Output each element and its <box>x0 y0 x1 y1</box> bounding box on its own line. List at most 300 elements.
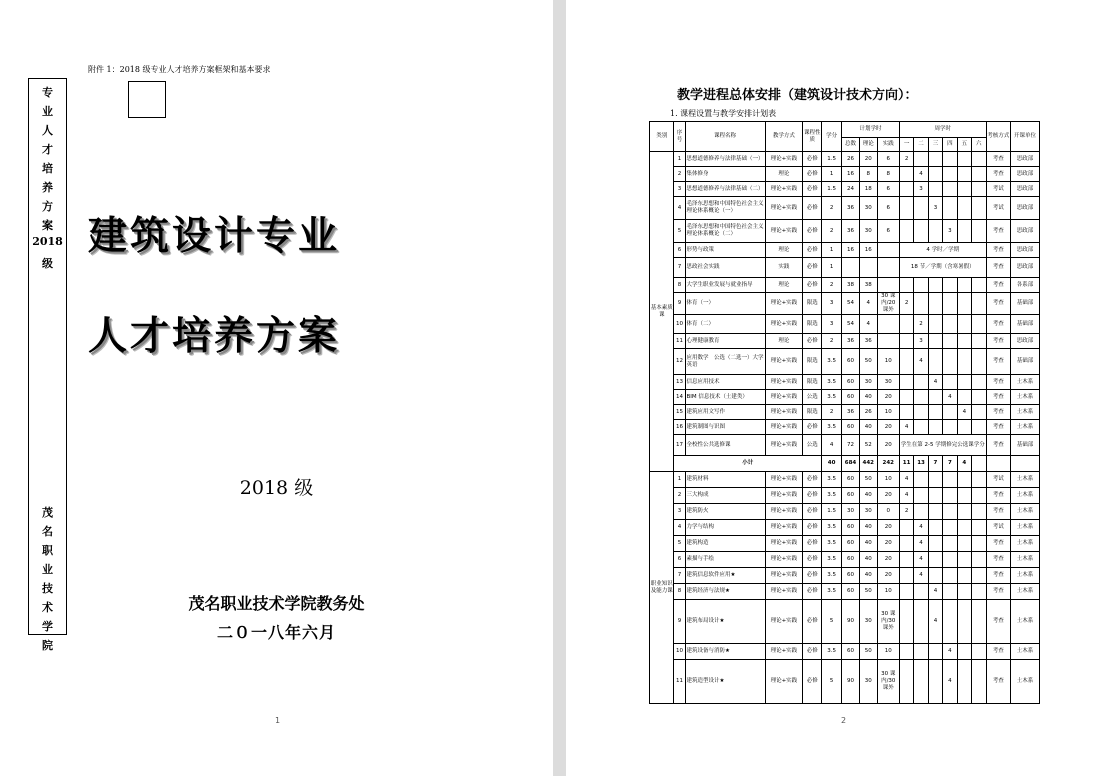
course-nature: 必修 <box>803 220 822 243</box>
course-dept: 土木系 <box>1011 504 1040 520</box>
course-practice-hours: 20 <box>877 520 899 536</box>
course-dept: 思政部 <box>1011 182 1040 197</box>
course-total-hours: 38 <box>842 278 860 293</box>
subtotal-term <box>972 456 987 472</box>
course-no: 6 <box>674 243 685 258</box>
course-name: 思想道德修养与法律基础（二） <box>685 182 765 197</box>
course-term-hours: 4 <box>899 472 913 488</box>
course-term-hours <box>943 197 957 220</box>
course-dept: 思政部 <box>1011 334 1040 349</box>
course-term-hours <box>914 420 928 435</box>
course-total-hours: 26 <box>842 152 860 167</box>
course-term-hours <box>972 220 987 243</box>
course-term-hours: 3 <box>914 182 928 197</box>
course-term-hours <box>957 375 971 390</box>
course-method: 理论+实践 <box>765 536 803 552</box>
course-exam: 考查 <box>986 504 1010 520</box>
course-total-hours: 60 <box>842 644 860 660</box>
course-term-hours: 4 <box>928 600 942 644</box>
course-nature: 限选 <box>803 315 822 334</box>
course-method: 理论+实践 <box>765 405 803 420</box>
course-term-hours <box>914 197 928 220</box>
course-method: 理论 <box>765 243 803 258</box>
course-name: 思政社会实践 <box>685 258 765 278</box>
course-theory-hours: 8 <box>859 167 877 182</box>
course-method: 理论+实践 <box>765 349 803 375</box>
table-row <box>650 552 1040 568</box>
course-term-hours <box>899 568 913 584</box>
course-practice-hours: 10 <box>877 472 899 488</box>
course-total-hours: 90 <box>842 660 860 704</box>
course-term-hours: 4 <box>914 520 928 536</box>
course-term-hours <box>899 552 913 568</box>
course-name: 建筑布局设计★ <box>685 600 765 644</box>
header-term: 二 <box>914 138 928 152</box>
table-row <box>650 420 1040 435</box>
course-term-hours <box>928 644 942 660</box>
course-term-hours <box>928 315 942 334</box>
course-term-hours <box>972 405 987 420</box>
course-no: 6 <box>674 552 685 568</box>
course-name: 思想道德修养与法律基础（一） <box>685 152 765 167</box>
course-method: 理论+实践 <box>765 152 803 167</box>
course-no: 3 <box>674 504 685 520</box>
header-term: 三 <box>928 138 942 152</box>
course-term-hours <box>972 644 987 660</box>
course-theory-hours: 50 <box>859 584 877 600</box>
course-term-hours <box>899 390 913 405</box>
course-term-hours <box>972 334 987 349</box>
course-nature: 必修 <box>803 278 822 293</box>
course-credit: 2 <box>822 334 842 349</box>
table-row <box>650 220 1040 243</box>
course-credit: 3.5 <box>822 375 842 390</box>
page-number: 2 <box>841 716 847 725</box>
course-exam: 考查 <box>986 278 1010 293</box>
course-term-hours <box>928 349 942 375</box>
course-exam: 考试 <box>986 472 1010 488</box>
table-row <box>650 600 1040 644</box>
course-exam: 考查 <box>986 435 1010 456</box>
course-total-hours: 60 <box>842 552 860 568</box>
group-basic-label: 基本素质课 <box>650 152 674 472</box>
course-exam: 考查 <box>986 644 1010 660</box>
course-no: 7 <box>674 258 685 278</box>
course-practice-hours <box>877 258 899 278</box>
course-name: 建筑防火 <box>685 504 765 520</box>
course-name: 形势与政策 <box>685 243 765 258</box>
header-practice: 实践 <box>877 138 899 152</box>
course-dept: 思政部 <box>1011 243 1040 258</box>
course-nature: 必修 <box>803 504 822 520</box>
course-term-hours <box>899 584 913 600</box>
course-practice-hours: 30 <box>877 375 899 390</box>
course-term-hours <box>957 152 971 167</box>
course-term-hours <box>914 220 928 243</box>
course-no: 1 <box>674 472 685 488</box>
course-nature: 必修 <box>803 182 822 197</box>
course-practice-hours: 6 <box>877 182 899 197</box>
course-term-note: 18 节／学期（含寒暑假） <box>899 258 986 278</box>
course-term-hours <box>928 660 942 704</box>
header-term: 一 <box>899 138 913 152</box>
course-nature: 必修 <box>803 197 822 220</box>
course-credit: 3.5 <box>822 488 842 504</box>
schedule-page <box>566 0 1117 776</box>
course-nature: 必修 <box>803 600 822 644</box>
course-term-hours <box>957 584 971 600</box>
course-term-hours <box>972 390 987 405</box>
course-term-hours <box>972 349 987 375</box>
issue-date: 二０一八年六月 <box>216 623 336 642</box>
course-dept: 土木系 <box>1011 644 1040 660</box>
course-practice-hours: 30 课内/30 课外 <box>877 660 899 704</box>
course-no: 14 <box>674 390 685 405</box>
subtotal-term: 4 <box>957 456 971 472</box>
course-credit: 1.5 <box>822 504 842 520</box>
course-term-hours: 4 <box>914 167 928 182</box>
course-theory-hours: 40 <box>859 536 877 552</box>
course-practice-hours: 20 <box>877 536 899 552</box>
course-term-hours <box>914 278 928 293</box>
course-credit: 4 <box>822 435 842 456</box>
course-name: 建筑材料 <box>685 472 765 488</box>
course-term-hours <box>957 167 971 182</box>
table-row <box>650 660 1040 704</box>
header-method: 教学方式 <box>765 122 803 152</box>
course-exam: 考查 <box>986 167 1010 182</box>
course-table <box>649 121 1040 704</box>
course-credit: 5 <box>822 660 842 704</box>
course-term-hours <box>943 520 957 536</box>
spine-grade-text: 2018 级 <box>32 235 63 270</box>
course-credit: 3.5 <box>822 584 842 600</box>
course-term-hours <box>972 488 987 504</box>
course-term-hours <box>943 167 957 182</box>
course-no: 17 <box>674 435 685 456</box>
course-method: 理论+实践 <box>765 293 803 315</box>
course-term-hours <box>943 568 957 584</box>
course-no: 4 <box>674 197 685 220</box>
course-credit: 3.5 <box>822 349 842 375</box>
course-total-hours: 54 <box>842 293 860 315</box>
course-nature: 必修 <box>803 167 822 182</box>
table-row <box>650 456 1040 472</box>
subtotal-credit: 40 <box>822 456 842 472</box>
table-row <box>650 644 1040 660</box>
course-practice-hours <box>877 278 899 293</box>
course-term-hours <box>957 552 971 568</box>
course-name: 素描与手绘 <box>685 552 765 568</box>
course-exam: 考查 <box>986 488 1010 504</box>
course-method: 理论+实践 <box>765 220 803 243</box>
table-row <box>650 167 1040 182</box>
course-exam: 考查 <box>986 405 1010 420</box>
course-nature: 必修 <box>803 258 822 278</box>
course-name: 体育（一） <box>685 293 765 315</box>
course-term-hours <box>914 600 928 644</box>
course-credit: 3 <box>822 293 842 315</box>
course-credit: 1.5 <box>822 182 842 197</box>
course-term-hours: 3 <box>914 334 928 349</box>
course-term-hours <box>943 420 957 435</box>
course-nature: 限选 <box>803 293 822 315</box>
course-term-hours <box>972 600 987 644</box>
course-term-hours <box>957 488 971 504</box>
course-term-hours: 2 <box>899 504 913 520</box>
course-dept: 各系部 <box>1011 278 1040 293</box>
course-method: 理论 <box>765 334 803 349</box>
main-title-line2: 人才培养方案 <box>88 314 341 359</box>
course-term-hours <box>928 520 942 536</box>
course-term-hours: 4 <box>943 660 957 704</box>
course-total-hours: 30 <box>842 504 860 520</box>
course-name: 建筑构造 <box>685 536 765 552</box>
course-term-hours <box>899 600 913 644</box>
course-practice-hours: 20 <box>877 420 899 435</box>
course-term-hours <box>899 536 913 552</box>
table-row <box>650 504 1040 520</box>
course-exam: 考查 <box>986 152 1010 167</box>
course-no: 2 <box>674 167 685 182</box>
course-dept: 基础部 <box>1011 315 1040 334</box>
course-term-hours <box>928 152 942 167</box>
course-credit: 1 <box>822 243 842 258</box>
course-term-hours <box>957 293 971 315</box>
course-term-hours <box>928 334 942 349</box>
course-credit: 3.5 <box>822 520 842 536</box>
course-no: 11 <box>674 660 685 704</box>
course-dept: 土木系 <box>1011 405 1040 420</box>
course-term-hours <box>972 660 987 704</box>
header-term: 六 <box>972 138 987 152</box>
course-term-hours <box>899 520 913 536</box>
course-method: 理论+实践 <box>765 488 803 504</box>
course-credit: 3 <box>822 315 842 334</box>
table-row <box>650 152 1040 167</box>
course-nature: 必修 <box>803 472 822 488</box>
header-name: 课程名称 <box>685 122 765 152</box>
course-name: 应用数学 公选（二选一）大学英语 <box>685 349 765 375</box>
course-theory-hours: 40 <box>859 568 877 584</box>
table-row <box>650 334 1040 349</box>
course-no: 11 <box>674 334 685 349</box>
course-name: 体育（二） <box>685 315 765 334</box>
course-theory-hours: 50 <box>859 472 877 488</box>
header-dept: 开课单位 <box>1011 122 1040 152</box>
course-total-hours: 90 <box>842 600 860 644</box>
course-method: 理论+实践 <box>765 315 803 334</box>
course-method: 理论+实践 <box>765 568 803 584</box>
course-credit: 3.5 <box>822 390 842 405</box>
course-theory-hours: 30 <box>859 504 877 520</box>
course-nature: 必修 <box>803 660 822 704</box>
course-term-hours <box>957 220 971 243</box>
course-nature: 必修 <box>803 584 822 600</box>
course-term-hours <box>972 584 987 600</box>
course-name: 建筑制图与识图 <box>685 420 765 435</box>
course-name: 全校性公共选修课 <box>685 435 765 456</box>
course-no: 13 <box>674 375 685 390</box>
course-exam: 考试 <box>986 197 1010 220</box>
course-term-hours <box>899 315 913 334</box>
course-exam: 考查 <box>986 536 1010 552</box>
subtotal-practice: 242 <box>877 456 899 472</box>
course-exam: 考查 <box>986 258 1010 278</box>
course-dept: 土木系 <box>1011 520 1040 536</box>
course-name: 集体修身 <box>685 167 765 182</box>
course-dept: 土木系 <box>1011 552 1040 568</box>
course-dept: 土木系 <box>1011 488 1040 504</box>
course-practice-hours: 6 <box>877 152 899 167</box>
course-total-hours: 36 <box>842 334 860 349</box>
course-theory-hours: 26 <box>859 405 877 420</box>
course-term-hours <box>972 197 987 220</box>
course-method: 理论+实践 <box>765 584 803 600</box>
course-dept: 基础部 <box>1011 293 1040 315</box>
course-method: 理论+实践 <box>765 504 803 520</box>
course-term-hours <box>943 278 957 293</box>
table-row <box>650 315 1040 334</box>
school-name: 茂名职业技术学院教务处 <box>188 594 365 613</box>
course-theory-hours: 40 <box>859 552 877 568</box>
course-term-hours <box>899 660 913 704</box>
course-theory-hours: 40 <box>859 420 877 435</box>
table-row <box>650 293 1040 315</box>
course-dept: 基础部 <box>1011 349 1040 375</box>
course-no: 9 <box>674 600 685 644</box>
course-term-hours <box>972 504 987 520</box>
course-term-hours <box>972 293 987 315</box>
course-term-hours <box>914 375 928 390</box>
course-term-hours: 2 <box>899 293 913 315</box>
course-term-hours <box>943 600 957 644</box>
course-term-hours: 3 <box>928 197 942 220</box>
course-method: 理论+实践 <box>765 520 803 536</box>
course-term-hours <box>914 488 928 504</box>
header-weekly: 周学时 <box>899 122 986 138</box>
course-term-hours <box>899 375 913 390</box>
course-dept: 土木系 <box>1011 584 1040 600</box>
course-term-hours <box>943 349 957 375</box>
course-name: 建筑经济与法规★ <box>685 584 765 600</box>
course-practice-hours: 10 <box>877 644 899 660</box>
course-dept: 思政部 <box>1011 258 1040 278</box>
course-term-hours <box>972 520 987 536</box>
course-no: 7 <box>674 568 685 584</box>
course-name: 力学与结构 <box>685 520 765 536</box>
course-term-hours <box>928 552 942 568</box>
course-name: BIM 信息技术（土建类） <box>685 390 765 405</box>
course-term-hours: 4 <box>914 349 928 375</box>
course-term-hours <box>957 660 971 704</box>
course-term-hours <box>914 660 928 704</box>
course-dept: 思政部 <box>1011 167 1040 182</box>
course-nature: 必修 <box>803 552 822 568</box>
course-no: 9 <box>674 293 685 315</box>
course-dept: 土木系 <box>1011 390 1040 405</box>
subtotal-term: 7 <box>943 456 957 472</box>
course-dept: 思政部 <box>1011 197 1040 220</box>
course-term-note: 学生在第 2-5 学期修完公选课学分 <box>899 435 986 456</box>
course-term-hours <box>928 220 942 243</box>
course-term-hours <box>957 644 971 660</box>
course-credit: 1.5 <box>822 152 842 167</box>
course-total-hours: 60 <box>842 375 860 390</box>
course-term-hours <box>957 349 971 375</box>
course-term-hours <box>943 488 957 504</box>
course-term-hours <box>899 349 913 375</box>
course-term-hours <box>928 182 942 197</box>
table-row <box>650 520 1040 536</box>
header-credit: 学分 <box>822 122 842 152</box>
course-term-hours <box>914 472 928 488</box>
course-practice-hours <box>877 243 899 258</box>
course-term-hours <box>914 390 928 405</box>
course-dept: 思政部 <box>1011 152 1040 167</box>
course-term-hours <box>899 334 913 349</box>
course-term-hours <box>943 334 957 349</box>
course-term-hours <box>899 182 913 197</box>
course-exam: 考查 <box>986 243 1010 258</box>
table-row <box>650 122 1040 138</box>
course-term-hours <box>899 220 913 243</box>
course-practice-hours: 6 <box>877 197 899 220</box>
header-total: 总数 <box>842 138 860 152</box>
table-row <box>650 488 1040 504</box>
course-credit: 3.5 <box>822 552 842 568</box>
table-row <box>650 435 1040 456</box>
course-term-hours <box>914 152 928 167</box>
course-practice-hours: 8 <box>877 167 899 182</box>
header-term: 五 <box>957 138 971 152</box>
course-theory-hours: 40 <box>859 488 877 504</box>
course-term-hours <box>943 536 957 552</box>
header-exam: 考核方式 <box>986 122 1010 152</box>
course-credit: 3.5 <box>822 644 842 660</box>
course-nature: 必修 <box>803 488 822 504</box>
course-term-hours <box>899 167 913 182</box>
course-no: 8 <box>674 584 685 600</box>
course-term-hours <box>957 197 971 220</box>
course-term-hours <box>943 152 957 167</box>
table-row <box>650 258 1040 278</box>
course-theory-hours: 20 <box>859 152 877 167</box>
course-method: 实践 <box>765 258 803 278</box>
course-name: 建筑信息软件应用★ <box>685 568 765 584</box>
course-theory-hours: 16 <box>859 243 877 258</box>
course-exam: 考查 <box>986 390 1010 405</box>
course-exam: 考查 <box>986 220 1010 243</box>
course-total-hours: 72 <box>842 435 860 456</box>
course-practice-hours: 10 <box>877 405 899 420</box>
course-term-hours <box>957 568 971 584</box>
course-method: 理论+实践 <box>765 390 803 405</box>
course-method: 理论 <box>765 278 803 293</box>
course-dept: 土木系 <box>1011 420 1040 435</box>
course-method: 理论+实践 <box>765 660 803 704</box>
course-practice-hours: 6 <box>877 220 899 243</box>
course-exam: 考查 <box>986 375 1010 390</box>
course-term-hours: 4 <box>914 568 928 584</box>
course-credit: 2 <box>822 278 842 293</box>
course-term-hours <box>972 472 987 488</box>
course-method: 理论+实践 <box>765 420 803 435</box>
course-term-hours: 4 <box>899 488 913 504</box>
course-term-hours <box>914 504 928 520</box>
course-term-note: 4 学时／学期 <box>899 243 986 258</box>
subtotal-label: 小计 <box>674 456 822 472</box>
